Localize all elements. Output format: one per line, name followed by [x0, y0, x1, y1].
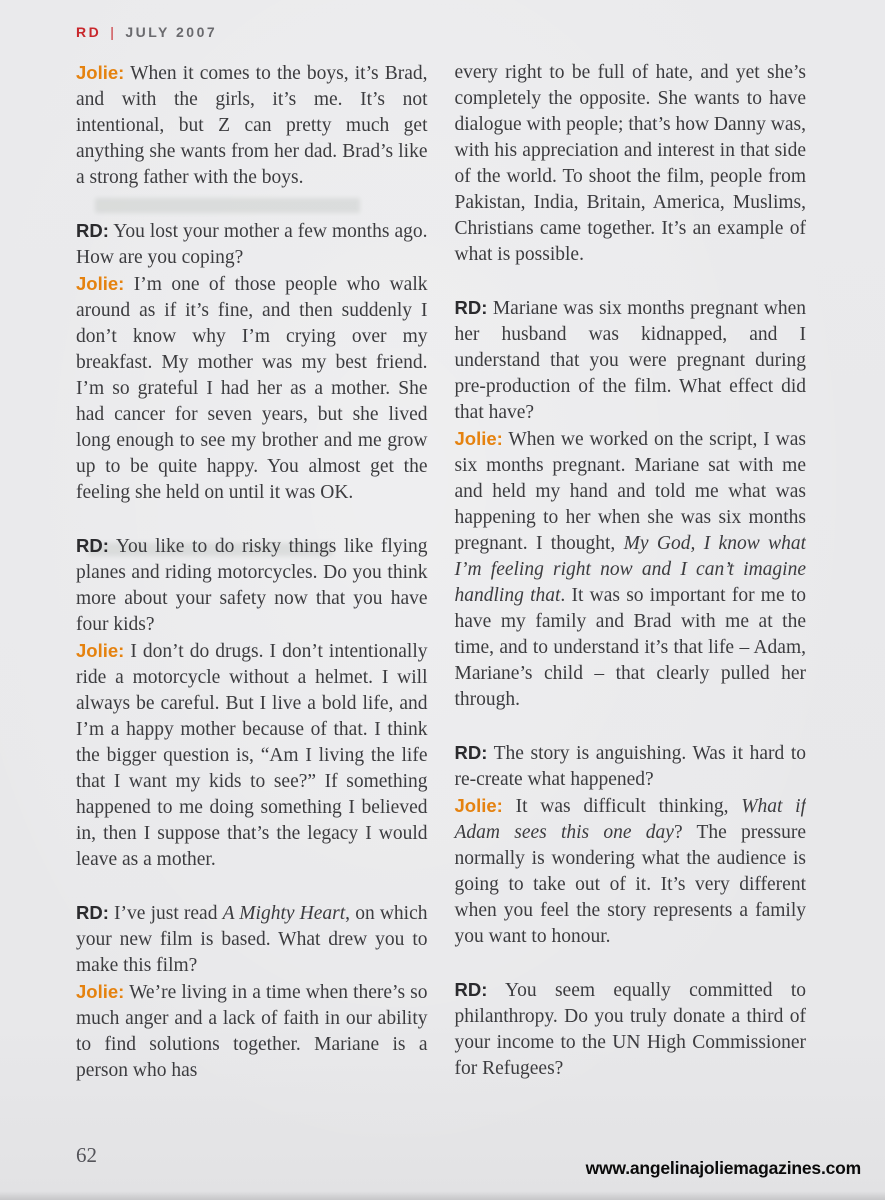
body-text: The story is anguishing. Was it hard to re-create what happened?: [454, 743, 806, 790]
body-text: We’re living in a time when there’s so much anger and a lack of faith in our ability to find solutions together. Mariane is a person who has: [76, 982, 428, 1081]
paragraph: [455, 740, 807, 793]
body-text: ? The pressure normally is wondering what the audience is going to take out of it. It’s very different when you feel the story represents a family you want to honour.: [454, 822, 806, 947]
body-text: You seem equally committed to philanthropy. Do you truly donate a third of your income to the UN High Commissioner for Refugees?: [454, 980, 806, 1079]
speaker-label-jolie: Jolie:: [76, 981, 125, 1002]
speaker-label-rd: RD:: [454, 979, 488, 1000]
speaker-label-rd: RD:: [76, 902, 109, 923]
issue-date: JULY 2007: [125, 24, 218, 40]
body-text: . It was so important for me to have my family and Brad with me at the time, and to understand it’s that life – Adam, Mariane’s child – that clearly pulled her through.: [454, 585, 806, 710]
paragraph: [455, 977, 807, 1082]
paragraph: [76, 60, 428, 191]
article-body: [76, 60, 806, 1138]
paragraph: [76, 638, 428, 873]
italic-phrase: My God, I know what I’m feeling right now and I can’t imagine handling that: [454, 533, 806, 606]
body-text: You like to do risky things like flying planes and riding motorcycles. Do you think more about your safety now that you have four kids?: [76, 536, 428, 635]
paragraph: [455, 60, 807, 268]
paragraph: [455, 295, 807, 426]
watermark-url: www.angelinajoliemagazines.com: [585, 1158, 861, 1178]
paragraph: [76, 979, 428, 1084]
paragraph: [76, 900, 428, 979]
body-text: When we worked on the script, I was six months pregnant. Mariane sat with me and held my hand and told me what was happening to her when she was six months pregnant. I thought,: [454, 429, 806, 554]
speaker-label-rd: RD:: [454, 742, 488, 763]
speaker-label-rd: RD:: [76, 535, 109, 556]
body-text: You lost your mother a few months ago. How are you coping?: [76, 221, 428, 268]
article-column-left: [76, 60, 428, 1138]
speaker-label-jolie: Jolie:: [454, 795, 503, 816]
speaker-label-jolie: Jolie:: [454, 428, 503, 449]
magazine-brand: RD: [76, 24, 102, 40]
body-text: I’ve just read: [108, 903, 223, 924]
speaker-label-jolie: Jolie:: [76, 62, 125, 83]
body-text: When it comes to the boys, it’s Brad, and with the girls, it’s me. It’s not intentional, but Z can pretty much get anything she wants from her dad. Brad’s like a strong father with the boys.: [76, 63, 428, 188]
italic-phrase: What if Adam sees this one day: [454, 796, 806, 843]
body-text: Mariane was six months pregnant when her husband was kidnapped, and I understand that you were pregnant during pre-production of the film. What effect did that have?: [454, 298, 806, 423]
paragraph: [76, 271, 428, 506]
speaker-label-jolie: Jolie:: [76, 273, 125, 294]
header-separator: |: [110, 24, 117, 40]
page-number: 62: [76, 1143, 97, 1167]
paragraph: [455, 793, 807, 950]
body-text: every right to be full of hate, and yet she’s completely the opposite. She wants to have dialogue with people; that’s how Danny was, with his appreciation and interest in that side of the world. To shoot the film, people from Pakistan, India, Britain, America, Muslims, Christians came together. It’s an example of what is possible.: [454, 62, 806, 265]
speaker-label-rd: RD:: [454, 297, 488, 318]
speaker-label-rd: RD:: [76, 220, 109, 241]
article-column-right: [455, 60, 807, 1138]
body-text: , on which your new film is based. What drew you to make this film?: [76, 903, 428, 976]
speaker-label-jolie: Jolie:: [76, 640, 125, 661]
paragraph: [76, 533, 428, 638]
italic-phrase: A Mighty Heart: [222, 903, 346, 924]
body-text: I don’t do drugs. I don’t intentionally ride a motorcycle without a helmet. I will always be careful. But I live a bold life, and I’m a happy mother because of that. I think the bigger question is, “Am I living the life that I want my kids to see?” If something happened to me doing something I believed in, then I suppose that’s the legacy I would leave as a mother.: [76, 641, 428, 870]
page-edge-shadow: [0, 1191, 885, 1200]
page-header: [76, 24, 217, 40]
body-text: I’m one of those people who walk around as if it’s fine, and then suddenly I don’t know why I’m crying over my breakfast. My mother was my best friend. I’m so grateful I had her as a mother. She had cancer for seven years, but she lived long enough to see my brother and me grow up to be quite happy. You almost get the feeling she held on until it was OK.: [76, 274, 428, 503]
body-text: It was difficult thinking,: [502, 796, 742, 817]
paragraph: [455, 426, 807, 713]
paragraph: [76, 218, 428, 271]
